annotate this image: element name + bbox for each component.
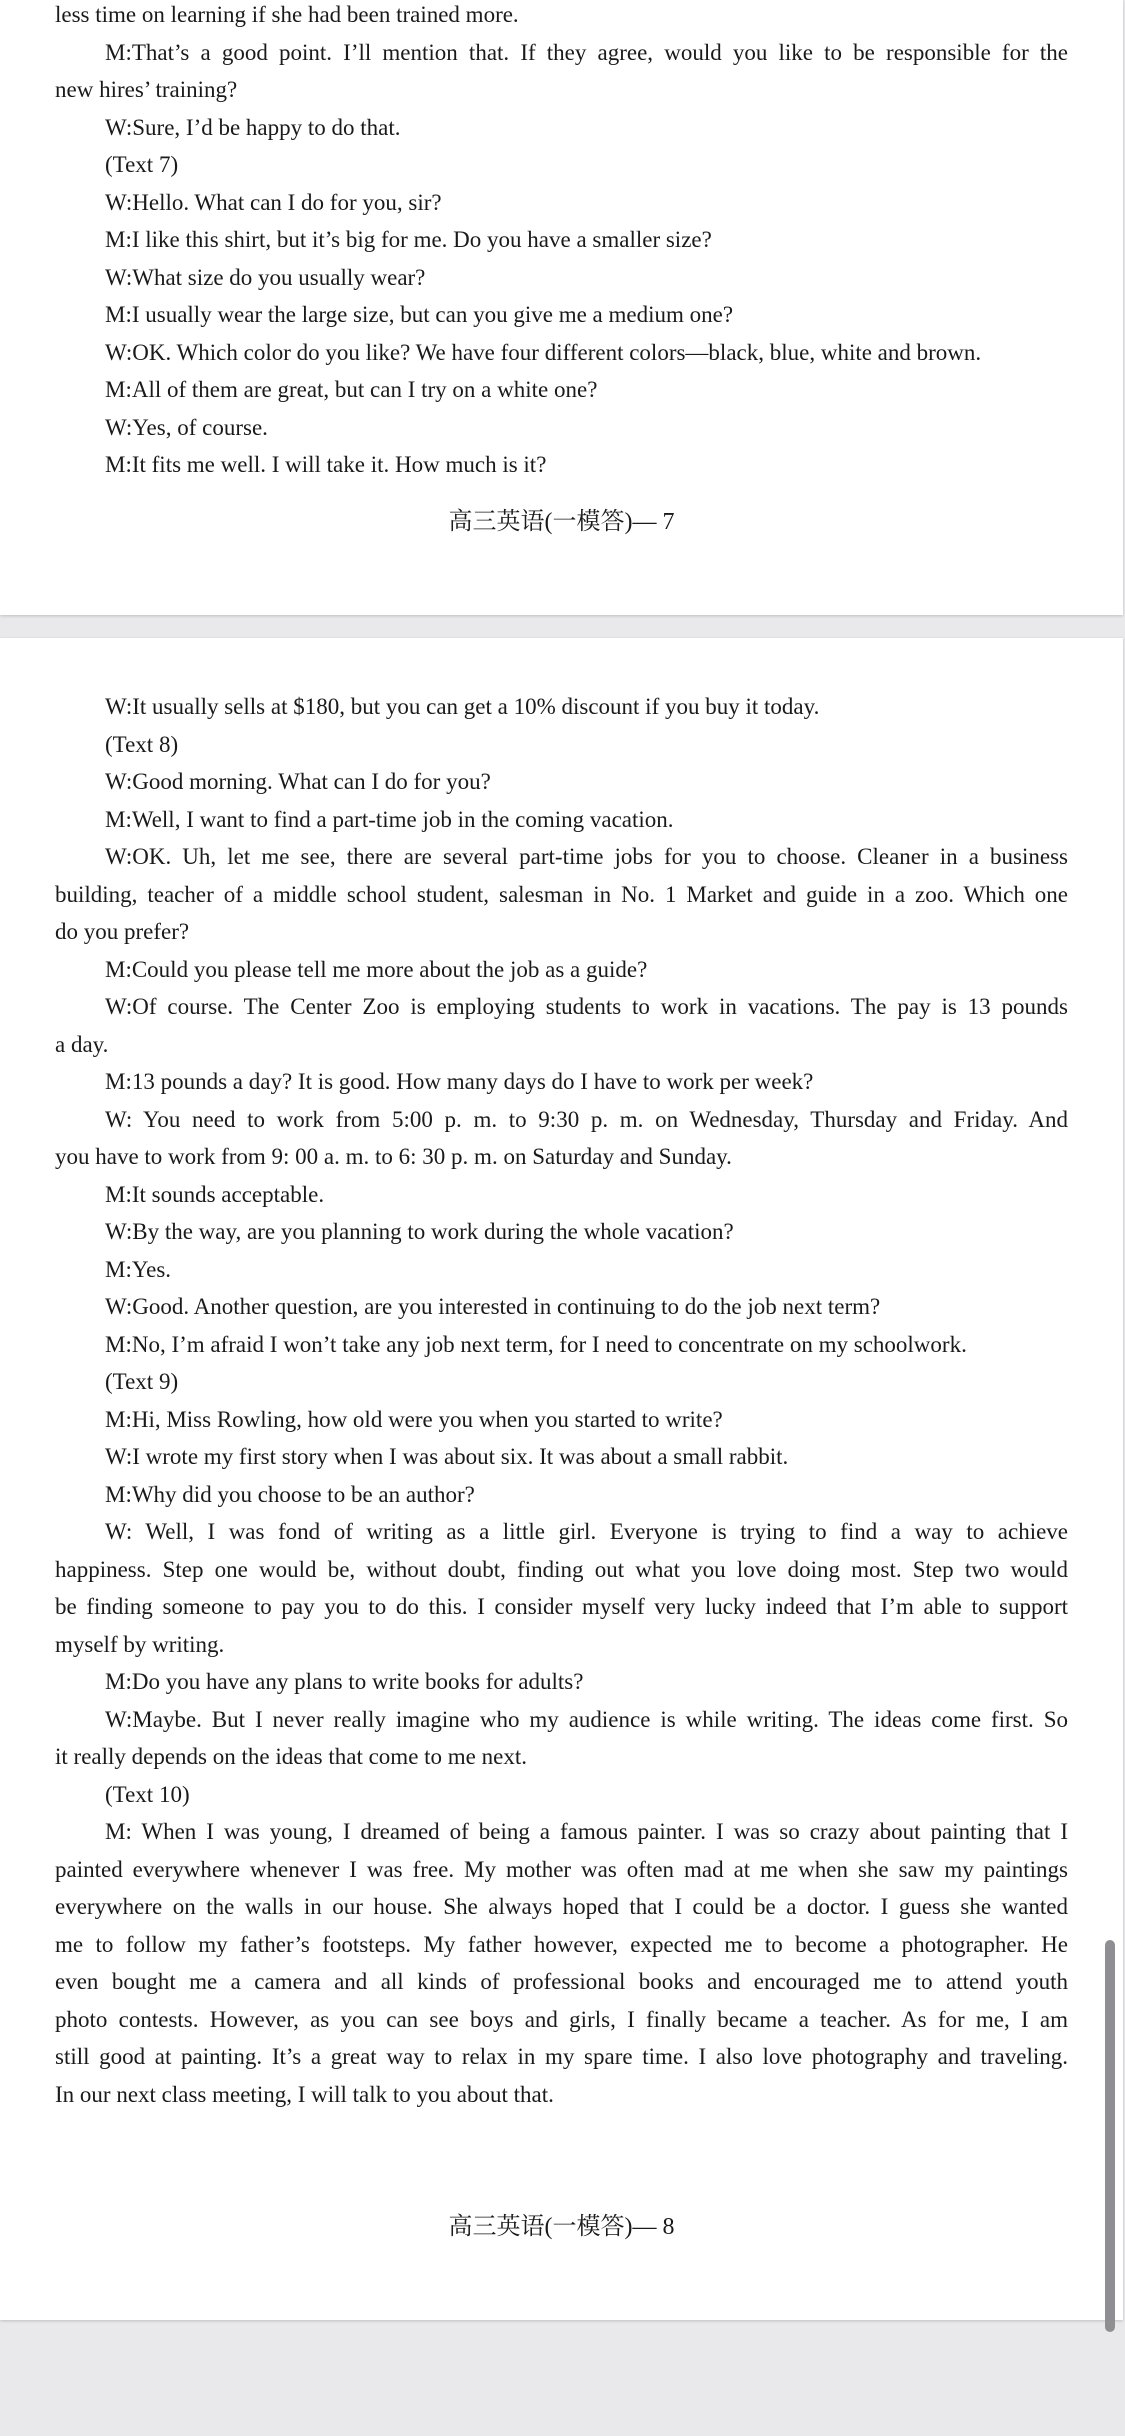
document-page-7 <box>0 0 1123 615</box>
text-line: In our next class meeting, I will talk to you about that. <box>55 2081 554 2107</box>
text-line: (Text 9) <box>105 1369 179 1394</box>
text-line: M:Hi, Miss Rowling, how old were you when you started to write? <box>105 1406 723 1432</box>
text-line: it really depends on the ideas that come to me next. <box>55 1744 527 1769</box>
text-line: M:Do you have any plans to write books for adults? <box>105 1669 584 1694</box>
text-line: M:Well, I want to find a part-time job in the coming vacation. <box>105 806 674 832</box>
text-line: M:It sounds acceptable. <box>105 1181 325 1207</box>
text-line: W:Good. Another question, are you interested in continuing to do the job next term? <box>105 1294 881 1319</box>
text-line: (Text 7) <box>105 152 179 177</box>
text-line: everywhere on the walls in our house. She always hoped that I could be a doctor. I guess she wanted <box>55 1894 1068 1919</box>
text-line: M:All of them are great, but can I try on a white one? <box>105 377 598 402</box>
text-line: do you prefer? <box>55 919 190 944</box>
text-line: less time on learning if she had been trained more. <box>55 2 519 27</box>
text-line: W:It usually sells at $180, but you can get a 10% discount if you buy it today. <box>105 694 820 719</box>
text-line: W:OK. Uh, let me see, there are several part-time jobs for you to choose. Cleaner in a business <box>105 844 1068 869</box>
text-line: W:By the way, are you planning to work during the whole vacation? <box>105 1219 734 1244</box>
text-line: myself by writing. <box>55 1631 225 1657</box>
text-line: W:I wrote my first story when I was about six. It was about a small rabbit. <box>105 1444 789 1469</box>
text-line: still good at painting. It’s a great way to relax in my spare time. I also love photography and traveling. <box>55 2044 1068 2069</box>
text-line: W:Of course. The Center Zoo is employing students to work in vacations. The pay is 13 pounds <box>105 994 1068 1019</box>
page-footer: 高三英语(一模答)— 8 <box>448 2214 675 2240</box>
text-line: W:What size do you usually wear? <box>105 264 426 290</box>
text-line: happiness. Step one would be, without doubt, finding out what you love doing most. Step two would <box>55 1556 1068 1582</box>
text-line: M:That’s a good point. I’ll mention that. If they agree, would you like to be responsible for the <box>105 39 1068 65</box>
text-line: M:I like this shirt, but it’s big for me. Do you have a smaller size? <box>105 227 712 252</box>
text-line: painted everywhere whenever I was free. My mother was often mad at me when she saw my paintings <box>55 1856 1068 1882</box>
text-line: (Text 8) <box>105 731 179 757</box>
text-line: (Text 10) <box>105 1781 190 1807</box>
text-line: W:Good morning. What can I do for you? <box>105 769 491 794</box>
text-line: W: You need to work from 5:00 p. m. to 9:30 p. m. on Wednesday, Thursday and Friday. And <box>105 1106 1068 1132</box>
text-line: M:Could you please tell me more about the job as a guide? <box>105 956 648 982</box>
text-line: W:Maybe. But I never really imagine who my audience is while writing. The ideas come first. So <box>105 1706 1068 1732</box>
text-line: W: Well, I was fond of writing as a little girl. Everyone is trying to find a way to achieve <box>105 1519 1068 1544</box>
text-line: be finding someone to pay you to do this. I consider myself very lucky indeed that I’m able to support <box>55 1594 1068 1619</box>
text-line: W:Sure, I’d be happy to do that. <box>105 114 401 140</box>
text-line: W:Yes, of course. <box>105 414 268 440</box>
text-line: me to follow my father’s footsteps. My father however, expected me to become a photographer. He <box>55 1931 1068 1957</box>
text-line: M:I usually wear the large size, but can you give me a medium one? <box>105 302 734 327</box>
text-line: photo contests. However, as you can see boys and girls, I finally became a teacher. As for me, I am <box>55 2006 1068 2032</box>
text-line: M:No, I’m afraid I won’t take any job next term, for I need to concentrate on my schoolwork. <box>105 1331 967 1357</box>
text-line: a day. <box>55 1031 109 1057</box>
text-line: W:OK. Which color do you like? We have four different colors—black, blue, white and brown. <box>105 339 982 365</box>
document-page-8 <box>0 638 1123 2320</box>
text-line: M:13 pounds a day? It is good. How many days do I have to work per week? <box>105 1069 814 1094</box>
text-line: even bought me a camera and all kinds of professional books and encouraged me to attend youth <box>55 1969 1068 1994</box>
text-line: building, teacher of a middle school student, salesman in No. 1 Market and guide in a zoo. Which one <box>55 881 1068 907</box>
text-line: W:Hello. What can I do for you, sir? <box>105 189 442 215</box>
text-line: M:It fits me well. I will take it. How much is it? <box>105 452 547 477</box>
text-line: M: When I was young, I dreamed of being a famous painter. I was so crazy about painting that I <box>105 1819 1068 1844</box>
text-line: M:Yes. <box>105 1256 172 1282</box>
text-line: new hires’ training? <box>55 77 238 102</box>
page-footer: 高三英语(一模答)— 7 <box>448 509 675 535</box>
text-line: M:Why did you choose to be an author? <box>105 1481 475 1507</box>
scrollbar-thumb[interactable] <box>1105 1940 1115 2332</box>
text-line: you have to work from 9: 00 a. m. to 6: 30 p. m. on Saturday and Sunday. <box>55 1144 732 1169</box>
